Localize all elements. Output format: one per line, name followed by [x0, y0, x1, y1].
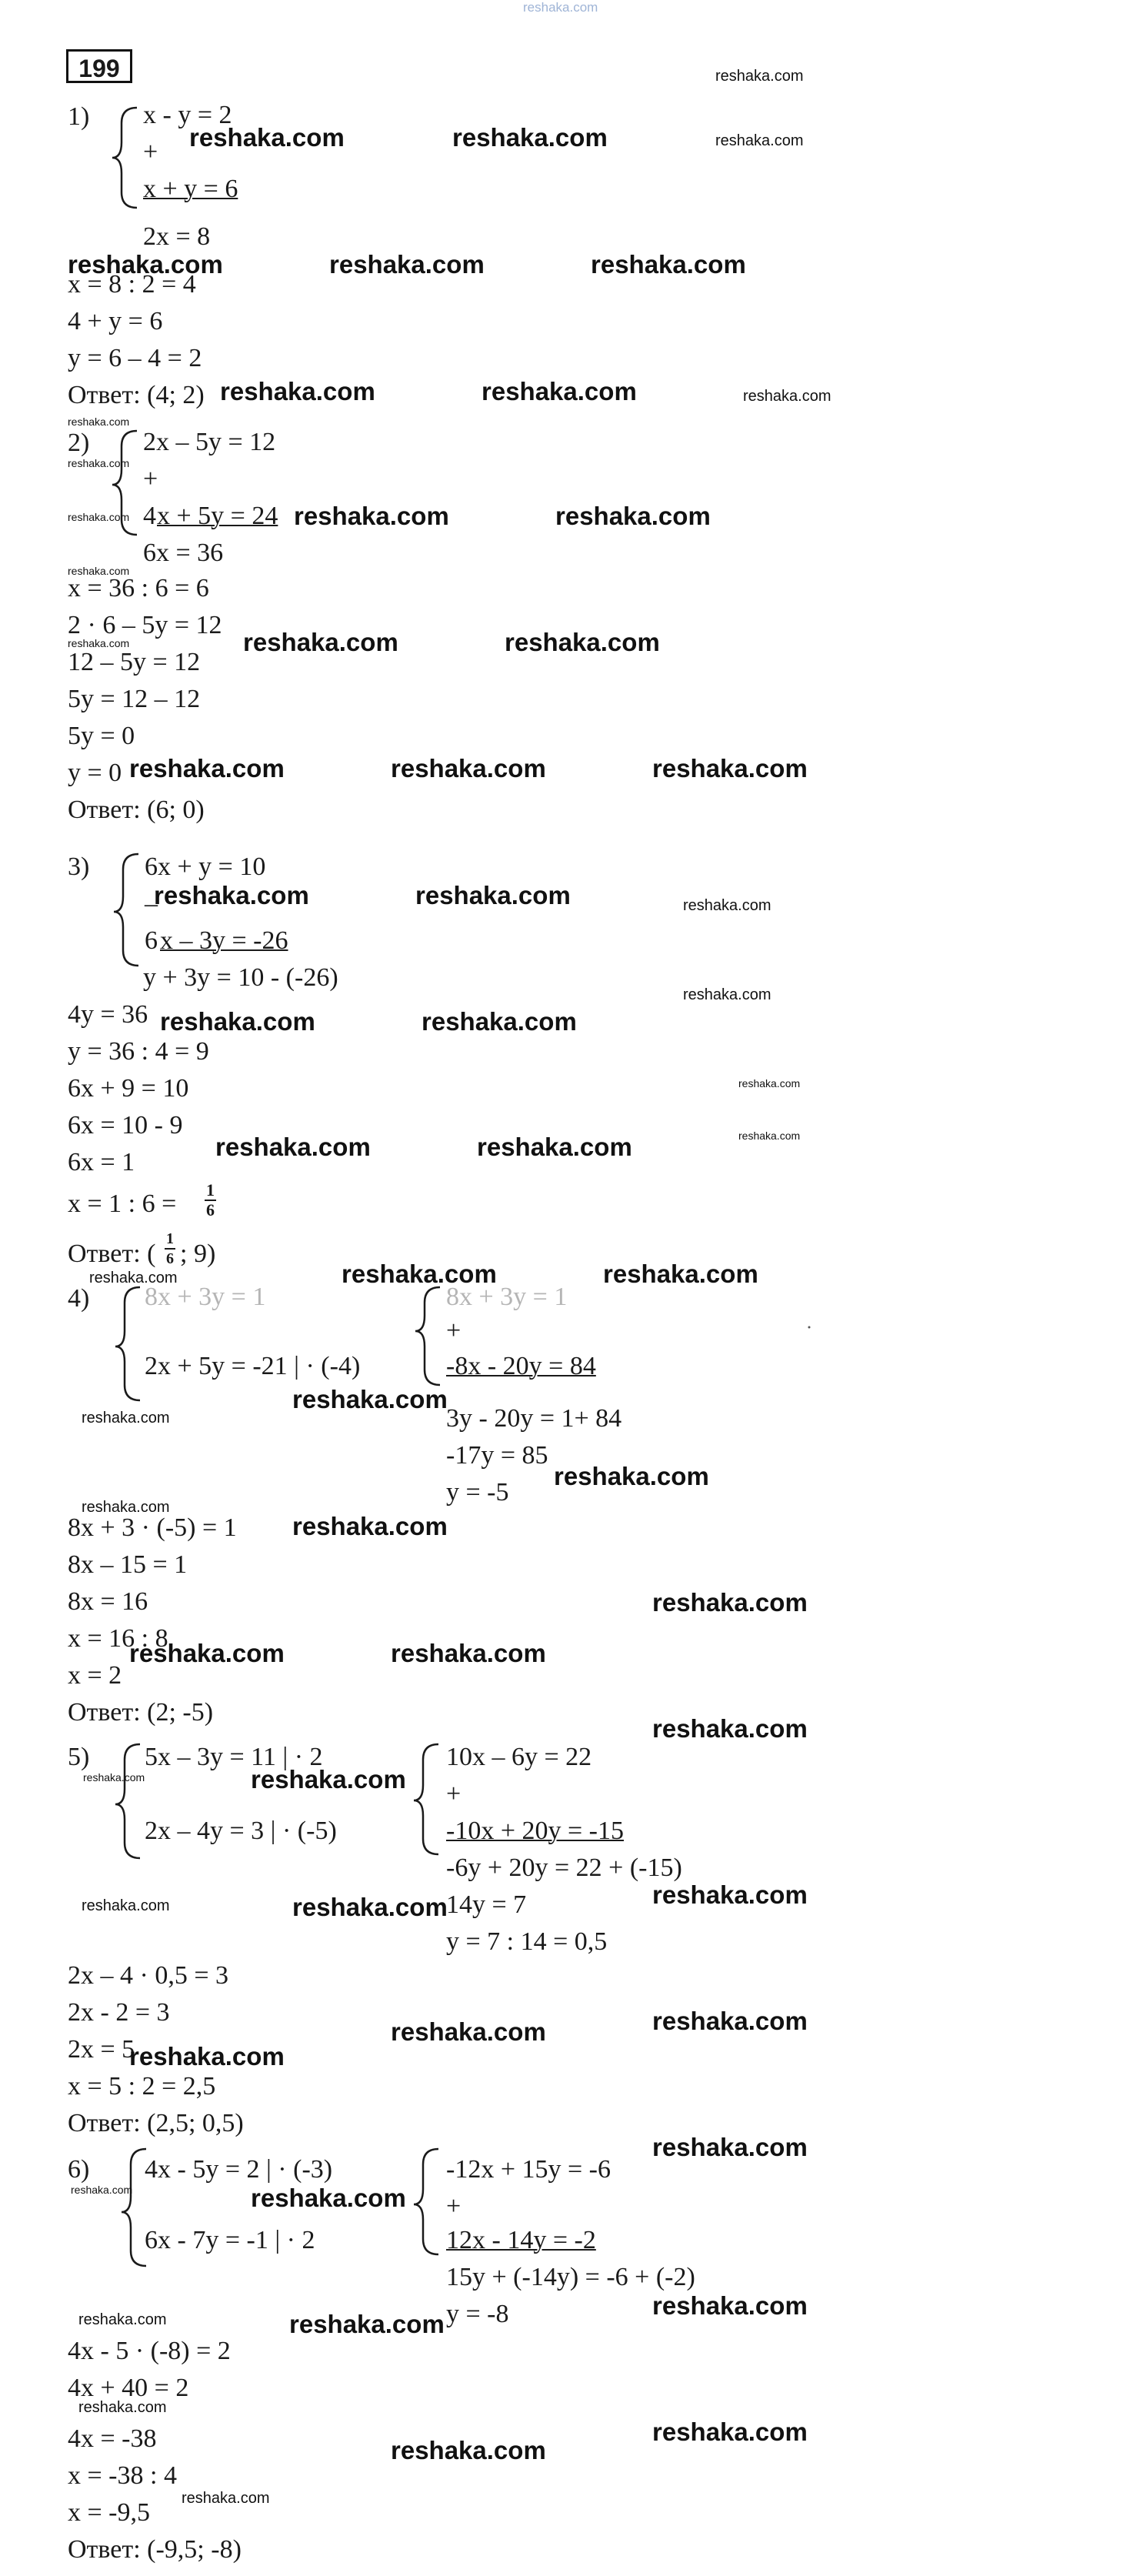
watermark: reshaka.com — [391, 1639, 546, 1667]
p3-ans-frac-num: 1 — [165, 1230, 175, 1250]
p6-eq2: 6x - 7y = -1 | · 2 — [145, 2226, 315, 2254]
watermark: reshaka.com — [482, 377, 637, 405]
watermark: reshaka.com — [477, 1133, 632, 1161]
watermark: reshaka.com — [182, 2490, 270, 2507]
p3-answer-b: ; 9) — [180, 1240, 216, 1268]
p3-line: y + 3y = 10 - (-26) — [143, 963, 338, 992]
p6-rline: 15y + (-14y) = -6 + (-2) — [446, 2263, 695, 2291]
watermark: reshaka.com — [743, 388, 831, 405]
watermark: reshaka.com — [68, 415, 130, 428]
p4-r2: -8x - 20y = 84 — [446, 1352, 596, 1380]
watermark: reshaka.com — [738, 1130, 801, 1142]
p2-line: 5y = 12 – 12 — [68, 685, 201, 713]
p6-line: x = -38 : 4 — [68, 2461, 177, 2490]
watermark: reshaka.com — [415, 881, 571, 909]
p4-line: 8x + 3 · (-5) = 1 — [68, 1513, 237, 1542]
watermark: reshaka.com — [652, 2418, 808, 2446]
p4-line: x = 16 : 8 — [68, 1624, 168, 1653]
p3-ans-frac-den: 6 — [166, 1250, 174, 1267]
p5-rline: -6y + 20y = 22 + (-15) — [446, 1854, 682, 1882]
brace-6 — [122, 2149, 146, 2266]
p6-r2: 12x - 14y = -2 — [446, 2226, 596, 2254]
watermark: reshaka.com — [715, 132, 804, 149]
watermark: reshaka.com — [129, 2042, 285, 2070]
p3-line: y = 36 : 4 = 9 — [68, 1037, 209, 1066]
p6-line: 4x = -38 — [68, 2424, 157, 2453]
watermark: reshaka.com — [160, 1007, 315, 1036]
watermark: reshaka.com — [82, 1499, 170, 1516]
watermark: reshaka.com — [68, 565, 130, 577]
watermark: reshaka.com — [78, 2311, 167, 2328]
p3-line: 6x + 9 = 10 — [68, 1074, 189, 1103]
watermark: reshaka.com — [683, 897, 771, 914]
p5-line: 2x = 5 — [68, 2035, 135, 2064]
p3-x-line: x = 1 : 6 = — [68, 1190, 177, 1218]
watermark: reshaka.com — [652, 1714, 808, 1743]
watermark: reshaka.com — [68, 457, 130, 469]
watermark: reshaka.com — [652, 2291, 808, 2320]
p5-rline: y = 7 : 14 = 0,5 — [446, 1927, 608, 1956]
p4-eq2: 2x + 5y = -21 | · (-4) — [145, 1352, 361, 1380]
p2-line: 6x = 36 — [143, 539, 224, 567]
p4-rplus: + — [446, 1316, 462, 1345]
watermark: reshaka.com — [292, 1893, 448, 1921]
p4-rline: -17y = 85 — [446, 1441, 548, 1470]
watermark: reshaka.com — [738, 1077, 801, 1089]
p1-eq2: x + y = 6 — [143, 175, 238, 203]
p3-frac-num: 1 — [206, 1180, 215, 1200]
watermark: reshaka.com — [652, 1880, 808, 1909]
p6-eq1: 4x - 5y = 2 | · (-3) — [145, 2155, 333, 2184]
p6-line: x = -9,5 — [68, 2498, 150, 2527]
p4-line: 8x = 16 — [68, 1587, 148, 1616]
p2-eq2: x + 5y = 24 — [157, 502, 278, 530]
p5-eq1: 5x – 3y = 11 | · 2 — [145, 1743, 323, 1771]
watermark: reshaka.com — [652, 2133, 808, 2161]
p4-rline: y = -5 — [446, 1478, 509, 1507]
watermark: reshaka.com — [652, 2007, 808, 2035]
p4-line: 8x – 15 = 1 — [68, 1550, 188, 1579]
brace-4r — [415, 1287, 440, 1385]
p6-label: 6) — [68, 2155, 90, 2184]
p5-label: 5) — [68, 1743, 90, 1771]
p3-eq2-coef: 6 — [145, 926, 158, 955]
p5-rplus: + — [446, 1780, 462, 1808]
p3-line: 6x = 10 - 9 — [68, 1111, 183, 1140]
p1-label: 1) — [68, 102, 90, 131]
p4-answer: Ответ: (2; -5) — [68, 1698, 214, 1727]
watermark: reshaka.com — [82, 1410, 170, 1426]
p5-line: x = 5 : 2 = 2,5 — [68, 2072, 216, 2101]
p3-label: 3) — [68, 853, 90, 881]
watermark: reshaka.com — [342, 1260, 497, 1288]
problem-number: 199 — [66, 49, 132, 83]
p3-answer-a: Ответ: ( — [68, 1240, 156, 1268]
site-url[interactable]: reshaka.com — [523, 0, 598, 15]
p3-line: 6x = 1 — [68, 1148, 135, 1176]
watermark: reshaka.com — [189, 123, 345, 152]
watermark: reshaka.com — [715, 68, 804, 85]
brace-1 — [112, 108, 137, 208]
watermark: reshaka.com — [555, 502, 711, 530]
watermark: reshaka.com — [652, 754, 808, 782]
watermark: reshaka.com — [391, 2436, 546, 2464]
p1-line: 4 + y = 6 — [68, 307, 163, 335]
watermark: reshaka.com — [292, 1385, 448, 1413]
watermark: reshaka.com — [89, 1270, 178, 1286]
watermark: reshaka.com — [68, 637, 130, 649]
p2-line: x = 36 : 6 = 6 — [68, 574, 209, 602]
watermark: reshaka.com — [220, 377, 375, 405]
p6-answer: Ответ: (-9,5; -8) — [68, 2535, 242, 2564]
p2-line: 2 · 6 – 5y = 12 — [68, 611, 222, 639]
p4-label: 4) — [68, 1284, 90, 1313]
watermark: reshaka.com — [294, 502, 449, 530]
watermark: reshaka.com — [71, 2184, 133, 2196]
p1-line: y = 6 – 4 = 2 — [68, 344, 202, 372]
watermark: reshaka.com — [329, 250, 485, 279]
watermark: reshaka.com — [82, 1897, 170, 1914]
p1-plus: + — [143, 138, 158, 166]
watermark: reshaka.com — [251, 2184, 406, 2212]
watermark: reshaka.com — [591, 250, 746, 279]
watermark: reshaka.com — [68, 250, 223, 279]
p5-r1: 10x – 6y = 22 — [446, 1743, 592, 1771]
p1-answer: Ответ: (4; 2) — [68, 381, 205, 409]
brace-5r — [414, 1744, 438, 1854]
p3-fraction — [205, 1181, 216, 1220]
watermark: reshaka.com — [422, 1007, 577, 1036]
p2-line: 5y = 0 — [68, 722, 135, 750]
p6-rline: y = -8 — [446, 2300, 509, 2328]
p2-plus: + — [143, 465, 158, 493]
watermark: reshaka.com — [83, 1771, 145, 1784]
brace-6r — [414, 2149, 438, 2254]
p1-eq1: x - y = 2 — [143, 101, 232, 129]
p3-answer-fraction — [165, 1230, 175, 1268]
watermark: reshaka.com — [683, 986, 771, 1003]
watermark: reshaka.com — [292, 1512, 448, 1540]
p4-r1: 8x + 3y = 1 — [446, 1283, 568, 1311]
watermark: reshaka.com — [289, 2310, 445, 2338]
p2-line: y = 0 — [68, 759, 122, 787]
brace-4 — [115, 1287, 140, 1400]
p6-line: 4x - 5 · (-8) = 2 — [68, 2337, 231, 2365]
watermark: reshaka.com — [215, 1133, 371, 1161]
p3-minus: – — [145, 889, 158, 918]
watermark: reshaka.com — [505, 628, 660, 656]
watermark: reshaka.com — [452, 123, 608, 152]
watermark: reshaka.com — [154, 881, 309, 909]
p4-rline: 3y - 20y = 1+ 84 — [446, 1404, 622, 1433]
watermark: reshaka.com — [243, 628, 398, 656]
p2-eq2-coef: 4 — [143, 502, 156, 530]
p5-eq2: 2x – 4y = 3 | · (-5) — [145, 1817, 337, 1845]
p3-frac-den: 6 — [206, 1200, 215, 1220]
p2-answer: Ответ: (6; 0) — [68, 796, 205, 824]
p2-label: 2) — [68, 429, 90, 457]
p5-line: 2x - 2 = 3 — [68, 1998, 170, 2027]
p1-line: x = 8 : 2 = 4 — [68, 270, 196, 299]
p5-r2: -10x + 20y = -15 — [446, 1817, 624, 1845]
p3-line: 4y = 36 — [68, 1000, 148, 1029]
watermark: reshaka.com — [554, 1462, 709, 1490]
p5-answer: Ответ: (2,5; 0,5) — [68, 2109, 244, 2137]
p6-r1: -12x + 15y = -6 — [446, 2155, 611, 2184]
watermark: reshaka.com — [129, 1639, 285, 1667]
brace-3 — [114, 854, 138, 966]
p2-line: 12 – 5y = 12 — [68, 648, 201, 676]
watermark: reshaka.com — [68, 511, 130, 523]
p4-line: x = 2 — [68, 1661, 122, 1690]
watermark: reshaka.com — [129, 754, 285, 782]
p5-line: 2x – 4 · 0,5 = 3 — [68, 1961, 228, 1990]
p4-eq1: 8x + 3y = 1 — [145, 1283, 266, 1311]
p3-eq1: 6x + y = 10 — [145, 853, 266, 881]
p6-rplus: + — [446, 2192, 462, 2221]
p1-line: 2x = 8 — [143, 222, 211, 251]
p2-eq1: 2x – 5y = 12 — [143, 428, 276, 456]
watermark: reshaka.com — [78, 2399, 167, 2416]
p6-line: 4x + 40 = 2 — [68, 2374, 189, 2402]
brace-5 — [115, 1744, 140, 1858]
watermark: reshaka.com — [603, 1260, 758, 1288]
watermark: reshaka.com — [391, 2017, 546, 2046]
watermark: reshaka.com — [652, 1588, 808, 1617]
watermark: reshaka.com — [251, 1765, 406, 1794]
p5-rline: 14y = 7 — [446, 1890, 527, 1919]
watermark: reshaka.com — [391, 754, 546, 782]
p3-eq2: x – 3y = -26 — [160, 926, 288, 955]
